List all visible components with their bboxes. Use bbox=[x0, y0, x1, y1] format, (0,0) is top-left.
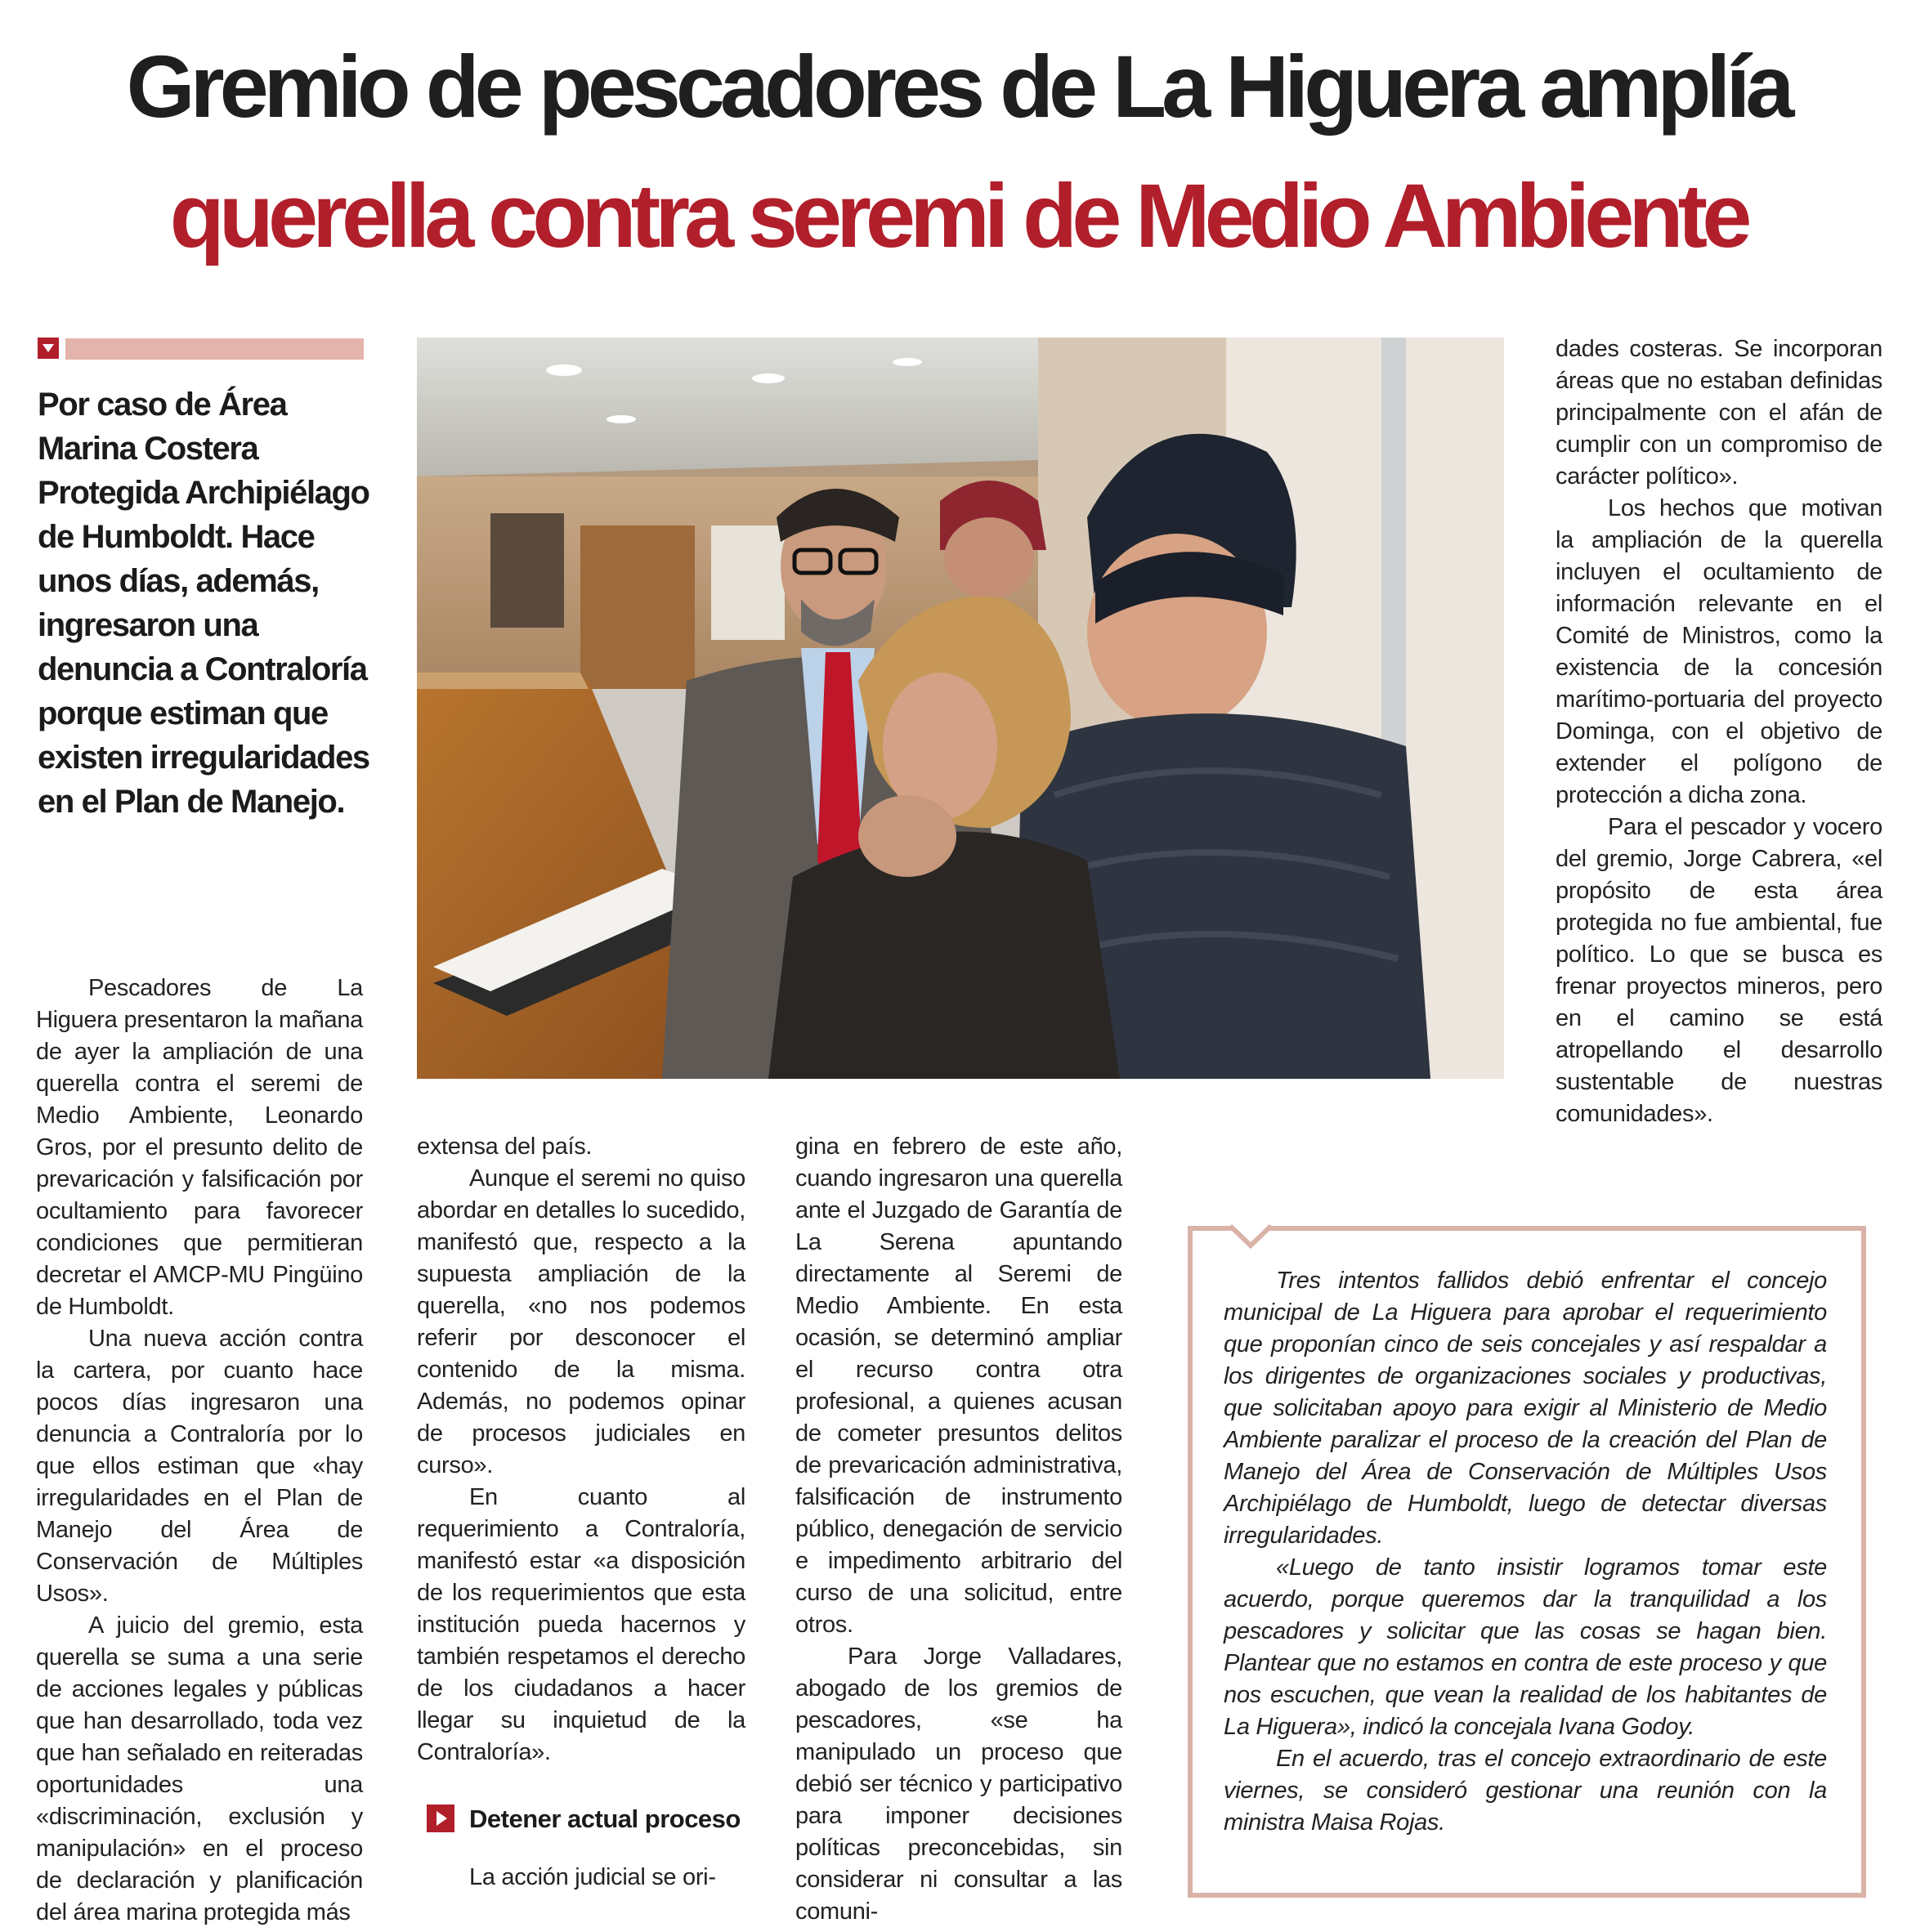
headline-line-2: querella contra seremi de Medio Ambiente bbox=[169, 166, 1747, 266]
article-column-2 bbox=[417, 1131, 745, 1894]
article-column-1 bbox=[36, 973, 363, 1929]
photo-illustration bbox=[417, 338, 1504, 1079]
headline-line-1: Gremio de pescadores de La Higuera amplía bbox=[126, 37, 1790, 136]
sidebar-text bbox=[1224, 1265, 1827, 1839]
paragraph: En cuanto al requerimiento a Contraloría, manifestó estar «a disposición de los requerimientos que esta institución pueda hacernos y también respetamos el derecho de los ciudadanos a hacer llegar su inquietud de la Contraloría». bbox=[417, 1484, 745, 1765]
play-arrow-icon bbox=[427, 1805, 454, 1832]
lede: Por caso de Área Marina Costera Protegida Archipiélago de Humboldt. Hace unos días, además, ingresaron una denuncia a Contraloría porque estiman que existen irregularidades en el Plan de Manejo. bbox=[38, 387, 369, 820]
paragraph: dades costeras. Se incorporan áreas que no estaban definidas principalmente con el afán de cumplir con un compromiso de carácter político». bbox=[1556, 336, 1882, 490]
article-column-3 bbox=[795, 1131, 1122, 1928]
paragraph: extensa del país. bbox=[417, 1134, 593, 1160]
paragraph: A juicio del gremio, esta querella se suma a una serie de acciones legales y públicas que han desarrollado, toda vez que han señalado en reiteradas oportunidades una «discriminación, exclusión y manipulación» en el proceso de declaración y planificación del área marina protegida más bbox=[36, 1612, 363, 1925]
triangle-down-icon bbox=[38, 338, 59, 359]
paragraph: Los hechos que motivan la ampliación de la querella incluyen el ocultamiento de información relevante en el Comité de Ministros, como la existencia de la concesión marítimo-portuaria del proyecto Dominga, con el objetivo de extender el polígono de protección a dicha zona. bbox=[1556, 495, 1882, 808]
article-photo bbox=[417, 338, 1504, 1079]
kicker-bar bbox=[65, 338, 364, 360]
paragraph: La acción judicial se ori- bbox=[469, 1864, 716, 1890]
paragraph: Tres intentos fallidos debió enfrentar el concejo municipal de La Higuera para aprobar el requerimiento que proponían cinco de seis concejales y así respaldar a los dirigentes de organizaciones sociales y productivas, que solicitaban apoyo para exigir al Ministerio de Medio Ambiente paralizar el proceso de la creación del Plan de Manejo del Área de Conservación de Múltiples Usos Archipiélago de Humboldt, luego de detectar diversas irregularidades. bbox=[1224, 1268, 1827, 1549]
paragraph: «Luego de tanto insistir logramos tomar este acuerdo, porque queremos dar la tranquilidad a los pescadores y solicitar que las cosas se hagan bien. Plantear que no estamos en contra de este proceso y que nos escuchen, que vean la realidad de los habitantes de La Higuera», indicó la concejala Ivana Godoy. bbox=[1224, 1554, 1827, 1740]
paragraph: Aunque el seremi no quiso abordar en detalles lo sucedido, manifestó que, respecto a la supuesta ampliación de la querella, «no nos podemos referir por desconocer el contenido de la misma. Además, no podemos opinar de procesos judiciales en curso». bbox=[417, 1165, 745, 1478]
article-column-4 bbox=[1556, 333, 1882, 1130]
paragraph: Pescadores de La Higuera presentaron la mañana de ayer la ampliación de una querella contra el seremi de Medio Ambiente, Leonardo Gros, por el presunto delito de prevaricación y falsificación por ocultamiento para favorecer condiciones que permitieran decretar el AMCP-MU Pingüino de Humboldt. bbox=[36, 975, 363, 1320]
paragraph: En el acuerdo, tras el concejo extraordinario de este viernes, se consideró gestionar una reunión con la ministra Maisa Rojas. bbox=[1224, 1746, 1827, 1836]
paragraph: Para el pescador y vocero del gremio, Jorge Cabrera, «el propósito de esta área protegida no fue ambiental, fue político. Lo que se busca es frenar proyectos mineros, pero en el camino se está atropellando el desarrollo sustentable de nuestras comunidades». bbox=[1556, 814, 1882, 1127]
subhead bbox=[417, 1798, 745, 1839]
paragraph: gina en febrero de este año, cuando ingresaron una querella ante el Juzgado de Garantía de La Serena apuntando directamente al Seremi de Medio Ambiente. En esta ocasión, se determinó ampliar el recurso contra otra profesional, a quienes acusan de cometer presuntos delitos de prevaricación administrativa, falsificación de instrumento público, denegación de servicio e impedimento arbitrario del curso de una solicitud, entre otros. bbox=[795, 1134, 1122, 1638]
paragraph: Para Jorge Valladares, abogado de los gremios de pescadores, «se ha manipulado un proceso que debió ser técnico y participativo para imponer decisiones políticas preconcebidas, sin considerar ni consultar a las comuni- bbox=[795, 1644, 1122, 1925]
paragraph: Una nueva acción contra la cartera, por cuanto hace pocos días ingresaron una denuncia a Contraloría por lo que ellos estiman que «hay irregularidades en el Plan de Manejo del Área de Conservación de Múltiples Usos». bbox=[36, 1326, 363, 1607]
box-notch bbox=[1230, 1221, 1271, 1249]
subhead-text: Detener actual proceso bbox=[469, 1805, 741, 1833]
